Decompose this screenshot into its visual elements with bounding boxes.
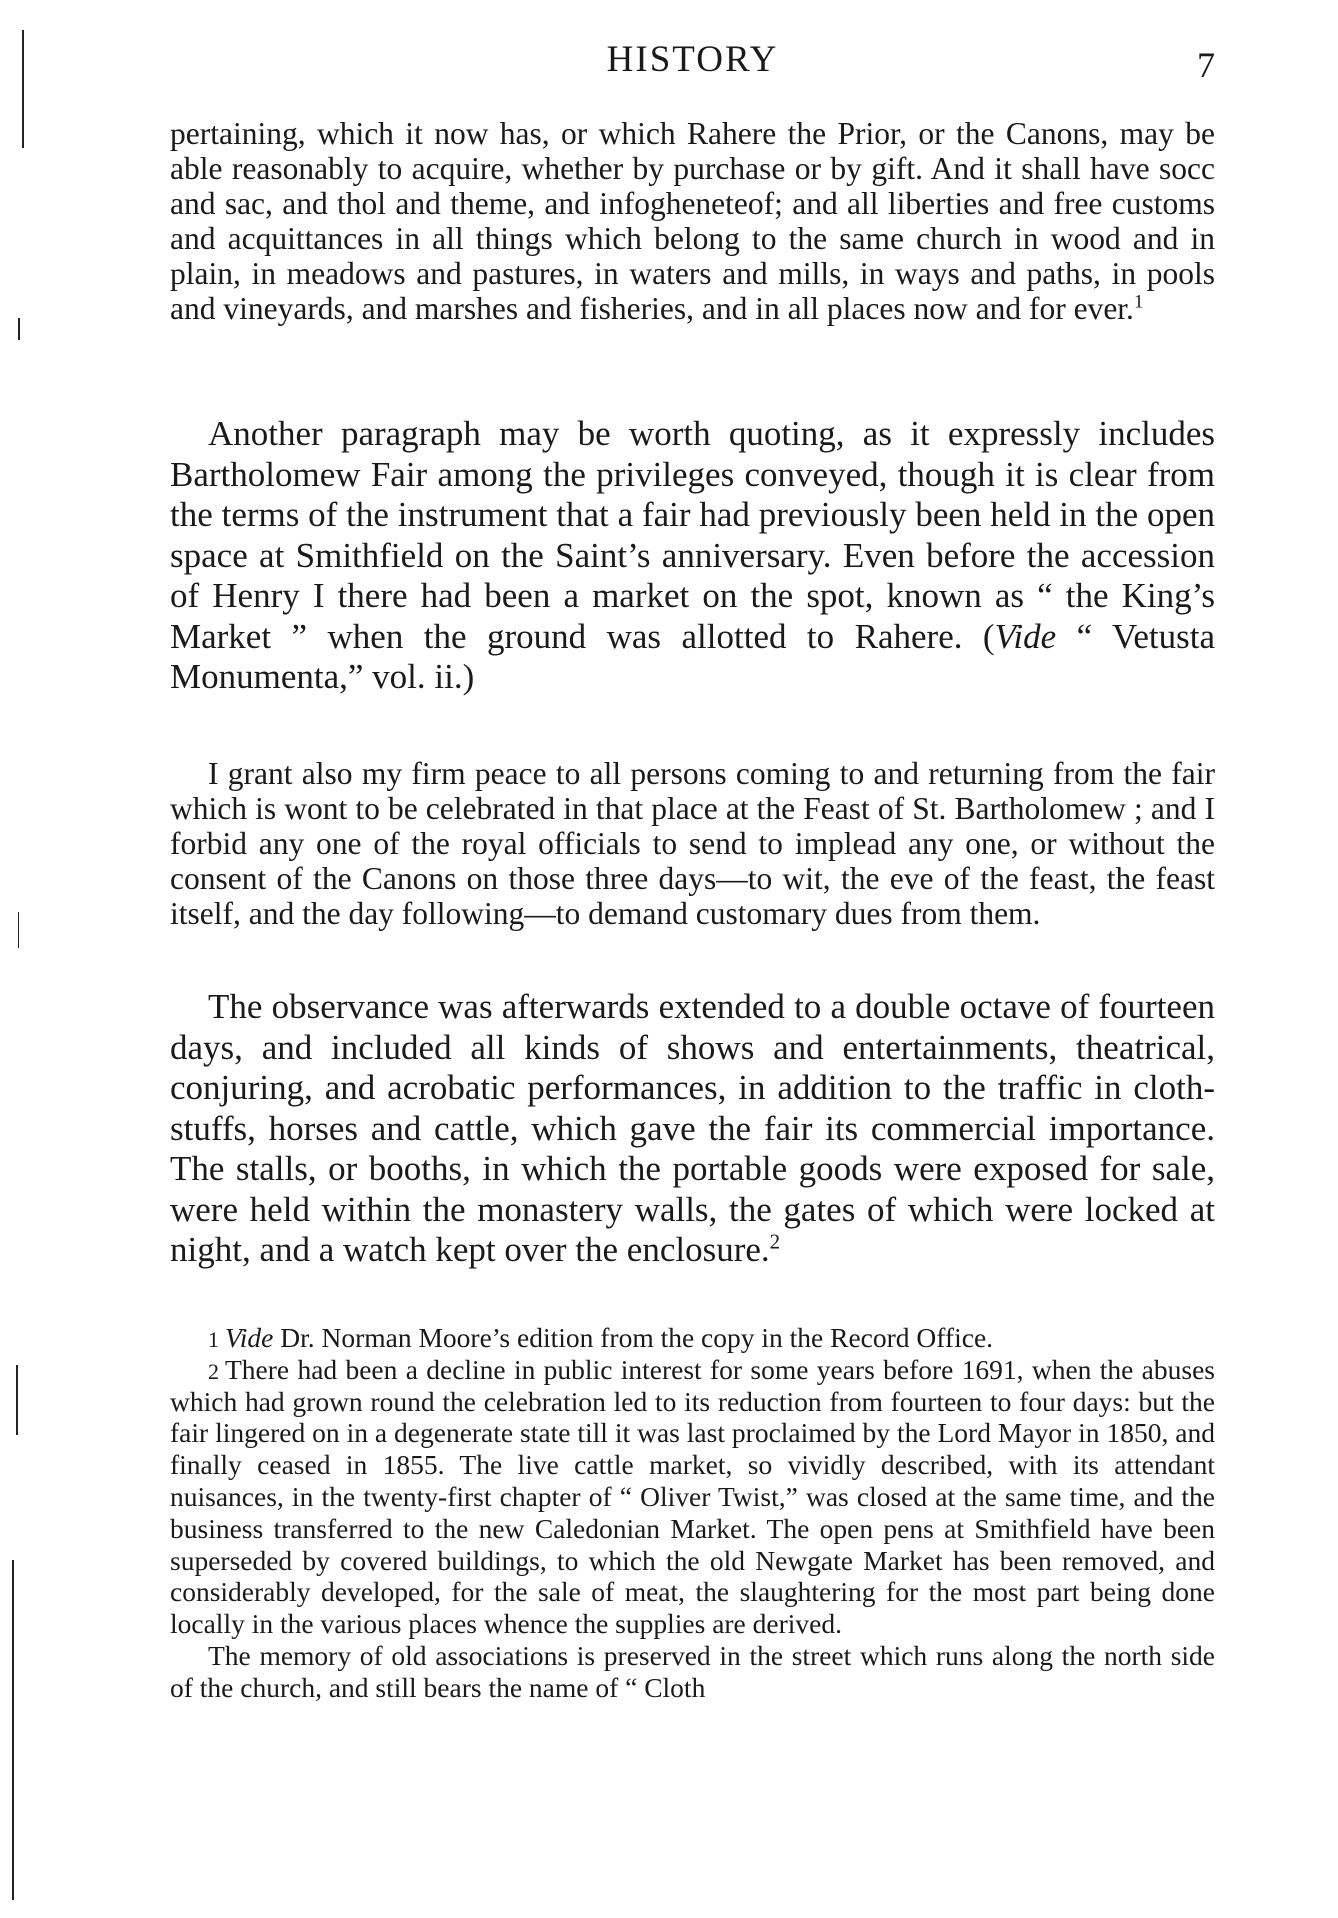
scan-edge-mark bbox=[12, 1560, 14, 1900]
scan-edge-mark bbox=[22, 30, 24, 148]
body-paragraph-1 bbox=[170, 414, 1215, 698]
footnote-2-cont-text: The memory of old associations is preserved in the street which runs along the north side of the church, and still bears the name of “ Cloth bbox=[170, 1639, 1215, 1703]
footnote-1-italic: Vide bbox=[225, 1322, 274, 1353]
footnote-2-mark: 2 bbox=[208, 1358, 219, 1384]
quoted-charter-passage-2 bbox=[170, 756, 1215, 931]
running-head bbox=[170, 38, 1215, 88]
footnote-1 bbox=[170, 1322, 1215, 1354]
quote-2-text: I grant also my firm peace to all persons coming to and returning from the fair which is wont to be celebrated in that place at the Feast of St. Bartholomew ; and I forbid any one of the royal officials to send to implead any one, or without the consent of the Canons on those three days—to wit, the eve of the feast, the feast itself, and the day following—to demand customary dues from them. bbox=[170, 756, 1215, 931]
scan-edge-mark bbox=[18, 912, 19, 948]
quoted-charter-passage-1 bbox=[170, 116, 1215, 326]
quote-1-text: pertaining, which it now has, or which Rahere the Prior, or the Canons, may be able reasonably to acquire, whether by purchase or by gift. And it shall have socc and sac, and thol and theme, and infogheneteof; and all liberties and free customs and acquittances in all things which belong to the same church in wood and in plain, in meadows and pastures, in waters and mills, in ways and paths, in pools and vineyards, and marshes and fisheries, and in all places now and for ever. bbox=[170, 116, 1215, 326]
footnote-ref-2[interactable]: 2 bbox=[769, 1229, 781, 1254]
body-paragraph-2 bbox=[170, 987, 1215, 1271]
footnote-1-mark: 1 bbox=[208, 1327, 219, 1352]
footnote-2 bbox=[170, 1354, 1215, 1640]
scan-edge-mark bbox=[16, 1365, 18, 1435]
para-2-text: The observance was afterwards extended to a double octave of fourteen days, and included all kinds of shows and entertainments, theatrical, conjuring, and acrobatic performances, in addition to the traffic in cloth-stuffs, horses and cattle, which gave the fair its commercial importance. The stalls, or booths, in which the portable goods were exposed for sale, were held within the monastery walls, the gates of which were locked at night, and a watch kept over the enclosure. bbox=[170, 987, 1215, 1269]
page-number: 7 bbox=[1197, 45, 1215, 85]
footnotes bbox=[170, 1322, 1215, 1704]
para-1-italic: Vide bbox=[994, 616, 1057, 656]
para-1-text-end: “ Vetusta Monumenta,” vol. ii.) bbox=[170, 616, 1215, 696]
scan-edge-mark bbox=[18, 318, 20, 340]
footnote-2-text: There had been a decline in public interest for some years before 1691, when the abuses which had grown round the celebration led to its reduction from fourteen to four days: but the fair lingered on in a degenerate state till it was last proclaimed by the Lord Mayor in 1850, and finally ceased in 1855. The live cattle market, so vividly described, with its attendant nuisances, in the twenty-first chapter of “ Oliver Twist,” was closed at the same time, and the business transferred to the new Caledonian Market. The open pens at Smithfield have been superseded by covered buildings, to which the old Newgate Market has been removed, and considerably developed, for the sale of meat, the slaughtering for the most part being done locally in the various places whence the supplies are derived. bbox=[170, 1353, 1215, 1640]
footnote-ref-1[interactable]: 1 bbox=[1133, 291, 1144, 313]
para-1-text: Another paragraph may be worth quoting, as it expressly includes Bartholomew Fair among the privileges conveyed, though it is clear from the terms of the instrument that a fair had previously been held in the open space at Smithfield on the Saint’s anniversary. Even before the accession of Henry I there had been a market on the spot, known as “ the King’s Market ” when the ground was allotted to Rahere. ( bbox=[170, 414, 1215, 656]
footnote-1-text: Dr. Norman Moore’s edition from the copy in the Record Office. bbox=[273, 1322, 994, 1353]
footnote-2-continuation bbox=[170, 1640, 1215, 1704]
running-title: HISTORY bbox=[606, 39, 779, 80]
